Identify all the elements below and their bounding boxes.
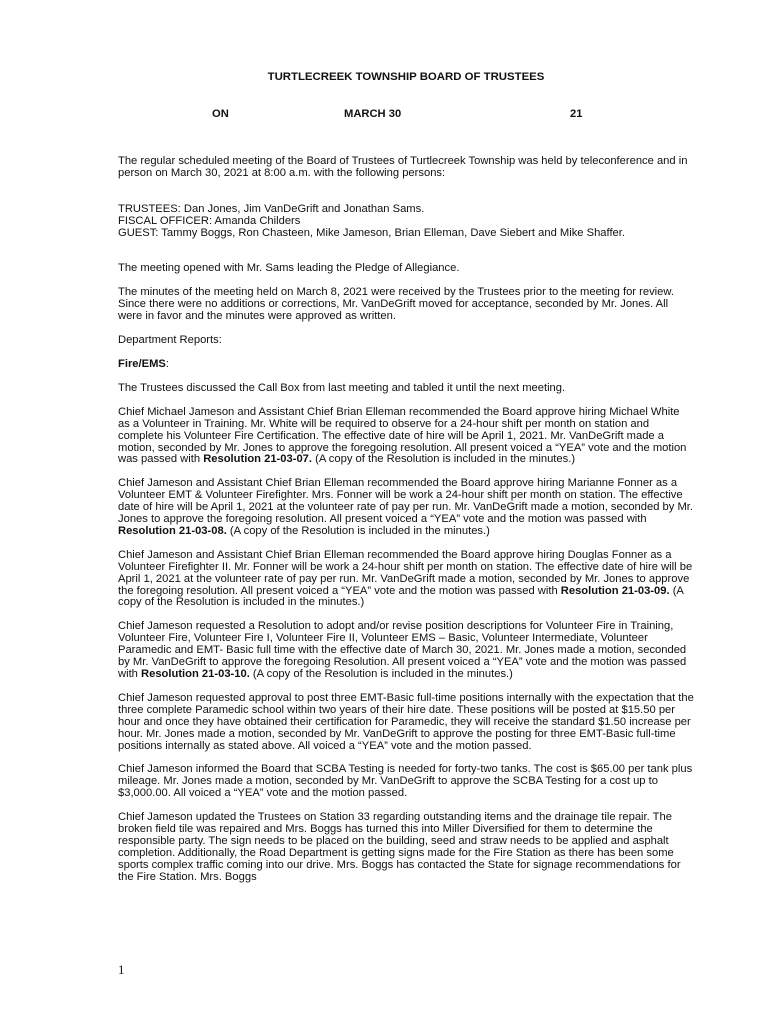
white-hire-text: Chief Michael Jameson and Assistant Chief Brian Elleman recommended the Board approve hiring Michael White as a Volunteer in Training. Mr. White will be required to observe for a 24-hour shift per month on station and complete his Volunteer Fire Certification. The effective date of hire will be April 1, 2021. Mr. VanDeGrift made a motion, seconded by Mr. Jones to approve the foregoing resolution. All present voiced a “YEA” vote and the motion was passed with xyxy=(118,405,687,466)
department-reports-heading: Department Reports: xyxy=(118,334,222,347)
station-33-paragraph: Chief Jameson updated the Trustees on Station 33 regarding outstanding items and the drainage tile repair. The broken field tile was repaired and Mrs. Boggs has turned this into Miller Diversified for them to determine the responsible party. The sign needs to be placed on the building, seed and straw needs to be applied and asphalt completion. Additionally, the Road Department is getting signs made for the Fire Station as there has been some sports complex traffic coming into our drive. Mrs. Boggs has contacted the State for signage recommendations for the Fire Station. Mrs. Boggs xyxy=(118,811,681,883)
scba-testing-paragraph: Chief Jameson informed the Board that SCBA Testing is needed for forty-two tanks. The cost is $65.00 per tank plus mileage. Mr. Jones made a motion, seconded by Mr. VanDeGrift to approve the SCBA Testing for a cost up to $3,000.00. All voiced a “YEA” vote and the motion passed. xyxy=(118,763,693,800)
douglas-hire-paragraph xyxy=(118,550,694,610)
fiscal-officer-line: FISCAL OFFICER: Amanda Childers xyxy=(118,214,301,227)
fire-ems-heading xyxy=(118,359,694,371)
marianne-hire-paragraph xyxy=(118,478,694,538)
intro-paragraph: The regular scheduled meeting of the Board of Trustees of Turtlecreek Township was held by teleconference and in person on March 30, 2021 at 8:00 a.m. with the following persons: xyxy=(118,154,688,179)
meeting-dateline xyxy=(118,109,694,123)
douglas-hire-text: Chief Jameson and Assistant Chief Brian Elleman recommended the Board approve hiring Douglas Fonner as a Volunteer Firefighter II. Mr. Fonner will be work a 24-hour shift per month on station. The effective date of hire will be April 1, 2021 at the volunteer rate of pay per run. Mr. VanDeGrift made a motion, seconded by Mr. Jones to approve the foregoing resolution. All present voiced a “YEA” vote and the motion was passed with xyxy=(118,548,693,597)
resolution-21-03-07: Resolution 21-03-07. xyxy=(203,453,313,466)
attendance-block xyxy=(118,204,694,240)
dateline-on: ON xyxy=(212,107,229,120)
document-body xyxy=(118,72,694,896)
dateline-month: MARCH 30 xyxy=(344,107,402,120)
resolution-21-03-08: Resolution 21-03-08. xyxy=(118,524,227,537)
document-title: TURTLECREEK TOWNSHIP BOARD OF TRUSTEES xyxy=(267,71,545,83)
white-hire-paragraph xyxy=(118,407,694,467)
fire-ems-colon: : xyxy=(165,357,169,370)
marianne-hire-text: Chief Jameson and Assistant Chief Brian Elleman recommended the Board approve hiring Marianne Fonner as a Volunteer EMT & Volunteer Firefighter. Mrs. Fonner will be work a 24-hour shift per month on station. The effective date of hire will be April 1, 2021 at the volunteer rate of pay per run. Mr. VanDeGrift made a motion, seconded by Mr. Jones to approve the foregoing resolution. All present voiced a “YEA” vote and the motion was passed with xyxy=(118,477,694,526)
opening-paragraph: The meeting opened with Mr. Sams leading the Pledge of Allegiance. xyxy=(118,262,460,275)
page-number: 1 xyxy=(118,962,125,977)
dateline-number: 21 xyxy=(570,107,583,120)
trustees-line: TRUSTEES: Dan Jones, Jim VanDeGrift and Jonathan Sams. xyxy=(118,202,425,215)
guest-line: GUEST: Tammy Boggs, Ron Chasteen, Mike Jameson, Brian Elleman, Dave Siebert and Mike Shaffer. xyxy=(118,226,625,239)
position-descriptions-tail: (A copy of the Resolution is included in the minutes.) xyxy=(249,668,513,680)
douglas-hire-tail: (A copy of the Resolution is included in the minutes.) xyxy=(118,584,684,609)
minutes-paragraph: The minutes of the meeting held on March 8, 2021 were received by the Trustees prior to the meeting for review. Since there were no additions or corrections, Mr. VanDeGrift moved for acceptance, seconded by Mr. Jones. All were in favor and the minutes were approved as written. xyxy=(118,286,674,323)
emt-basic-paragraph: Chief Jameson requested approval to post three EMT-Basic full-time positions internally with the expectation that the three complete Paramedic school within two years of their hire date. These positions will be posted at $15.50 per hour and once they have obtained their certification for Paramedic, they will receive the standard $1.50 increase per hour. Mr. Jones made a motion, seconded by Mr. VanDeGrift to approve the posting for three EMT-Basic full-time positions internally as stated above. All voiced a “YEA” vote and the motion passed. xyxy=(118,691,694,752)
call-box-paragraph: The Trustees discussed the Call Box from last meeting and tabled it until the next meeting. xyxy=(118,381,566,394)
position-descriptions-text: Chief Jameson requested a Resolution to adopt and/or revise position descriptions for Volunteer Fire in Training, Volunteer Fire, Volunteer Fire I, Volunteer Fire II, Volunteer EMS – Basic, Volunteer Intermediate, Volunteer Paramedic and EMT- Basic full time with the effective date of March 30, 2021. Mr. Jones made a motion, seconded by Mr. VanDeGrift to approve the foregoing Resolution. All present voiced a “YEA” vote and the motion was passed with xyxy=(118,620,687,680)
fire-ems-label: Fire/EMS xyxy=(118,357,166,370)
marianne-hire-tail: (A copy of the Resolution is included in the minutes.) xyxy=(226,524,490,537)
resolution-21-03-10: Resolution 21-03-10. xyxy=(141,668,250,680)
white-hire-tail: (A copy of the Resolution is included in the minutes.) xyxy=(312,453,576,466)
position-descriptions-paragraph xyxy=(118,621,694,681)
resolution-21-03-09: Resolution 21-03-09. xyxy=(560,584,670,597)
